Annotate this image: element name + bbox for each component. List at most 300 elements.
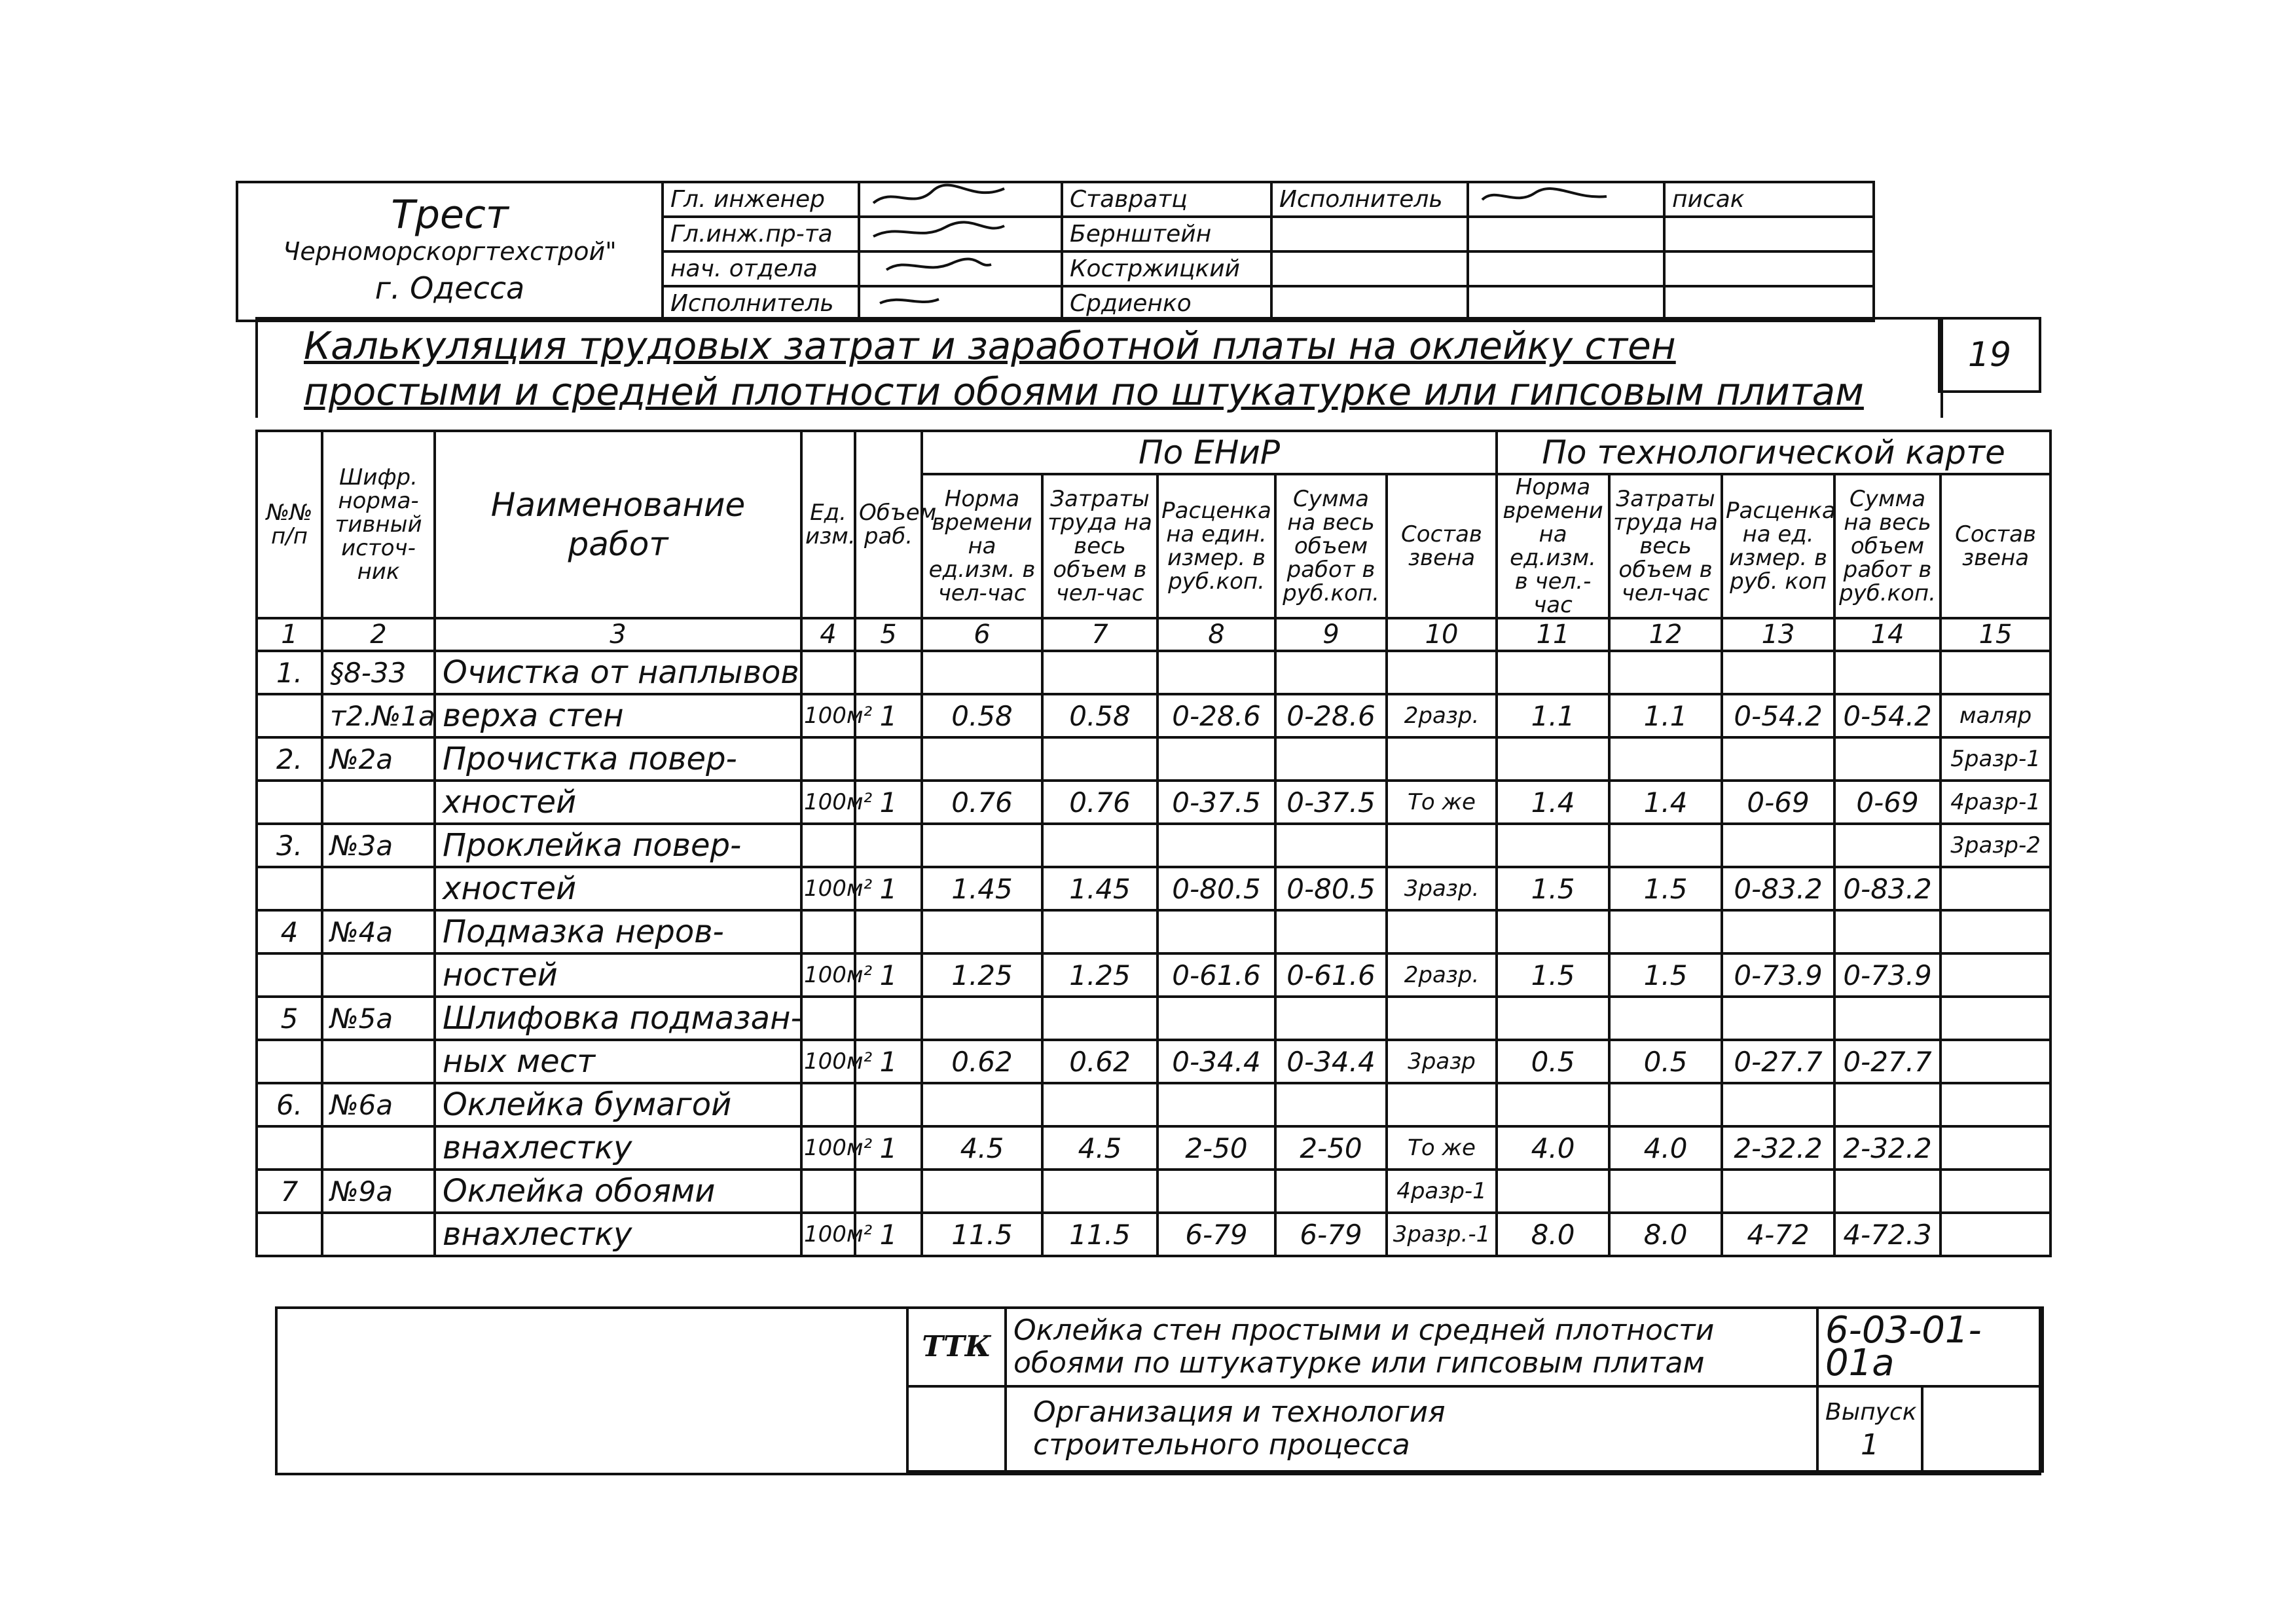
column-number: 8 (1157, 618, 1275, 651)
cell-c12 (1609, 824, 1722, 867)
cell-c11: 1.1 (1497, 694, 1609, 737)
cell-c11 (1497, 651, 1609, 694)
table-row (257, 737, 2050, 781)
cell-c13 (1722, 1083, 1834, 1126)
cell-c10: 4разр-1 (1387, 1170, 1497, 1213)
cell-c12: 1.1 (1609, 694, 1722, 737)
cell-c9: 0-28.6 (1275, 694, 1387, 737)
executor-name: писак (1664, 182, 1874, 217)
cell-c11: 0.5 (1497, 1040, 1609, 1083)
table-row (257, 1170, 2050, 1213)
cell-c9 (1275, 737, 1387, 781)
column-number: 2 (322, 618, 435, 651)
cell-c6: 1.45 (922, 867, 1042, 910)
cell-c10: То же (1387, 781, 1497, 824)
cell-c7: 0.76 (1042, 781, 1157, 824)
cell-c15: 4разр-1 (1941, 781, 2050, 824)
cell-c9: 0-34.4 (1275, 1040, 1387, 1083)
stamp-role: нач. отдела (663, 251, 859, 286)
stamp-role: Гл.инж.пр-та (663, 217, 859, 251)
header-crew: Состав звена (1387, 474, 1497, 618)
footer-title-table (906, 1306, 2044, 1473)
table-row (257, 651, 2050, 694)
title-line-1: Калькуляция трудовых затрат и заработной платы на оклейку стен (304, 323, 1676, 368)
header-group-enir: По ЕНиР (922, 431, 1497, 474)
table-row (257, 953, 2050, 997)
cell-c6 (922, 910, 1042, 953)
cell-c10: То же (1387, 1126, 1497, 1170)
cell-c8: 6-79 (1157, 1213, 1275, 1256)
cell-name: хностей (435, 781, 801, 824)
cell-c10 (1387, 737, 1497, 781)
cell-num (257, 1213, 322, 1256)
column-number: 10 (1387, 618, 1497, 651)
header-norm-time: Норма времени на ед.изм. в чел-час (922, 474, 1042, 618)
cell-vol (855, 824, 922, 867)
cell-c9 (1275, 997, 1387, 1040)
signature-scribble-icon (867, 253, 1011, 279)
cell-name: Оклейка бумагой (435, 1083, 801, 1126)
footer-code: 6-03-01-01а (1817, 1308, 2043, 1386)
column-number: 5 (855, 618, 922, 651)
cell-c14: 0-73.9 (1834, 953, 1941, 997)
issue-cell (1817, 1386, 1922, 1471)
cell-c10: 3разр.-1 (1387, 1213, 1497, 1256)
cell-num: 2. (257, 737, 322, 781)
cell-unit (801, 910, 855, 953)
cell-c6: 0.62 (922, 1040, 1042, 1083)
cell-c9: 0-80.5 (1275, 867, 1387, 910)
footer-title-line-1: Оклейка стен простыми и средней плотности (1013, 1314, 1715, 1347)
cell-c9 (1275, 824, 1387, 867)
header-source: Шифр. норма-тивный источ-ник (322, 431, 435, 618)
cell-c10 (1387, 651, 1497, 694)
signature-scribble-icon (867, 287, 1011, 314)
footer-title-line-2: обоями по штукатурке или гипсовым плитам (1013, 1346, 1705, 1380)
cell-num (257, 1040, 322, 1083)
cell-unit (801, 651, 855, 694)
cell-c9 (1275, 910, 1387, 953)
column-number: 6 (922, 618, 1042, 651)
cell-vol: 1 (855, 867, 922, 910)
cell-c14: 0-54.2 (1834, 694, 1941, 737)
cell-src (322, 1126, 435, 1170)
cell-c15: 5разр-1 (1941, 737, 2050, 781)
footer-subtitle-line-2: строительного процесса (1033, 1428, 1410, 1462)
cell-c13 (1722, 651, 1834, 694)
cell-c12: 4.0 (1609, 1126, 1722, 1170)
table-row (257, 1040, 2050, 1083)
page-number: 19 (1938, 317, 2041, 393)
cell-c15 (1941, 1213, 2050, 1256)
cell-num (257, 694, 322, 737)
cell-c7: 1.45 (1042, 867, 1157, 910)
cell-vol: 1 (855, 1126, 922, 1170)
cell-src (322, 953, 435, 997)
cell-c14 (1834, 824, 1941, 867)
cell-c10 (1387, 824, 1497, 867)
cell-c12: 0.5 (1609, 1040, 1722, 1083)
cell-c7 (1042, 910, 1157, 953)
column-number: 12 (1609, 618, 1722, 651)
cell-c8 (1157, 824, 1275, 867)
cell-c10: 3разр (1387, 1040, 1497, 1083)
table-row (257, 694, 2050, 737)
stamp-role: Исполнитель (663, 286, 859, 321)
cell-c7 (1042, 1083, 1157, 1126)
cell-c7: 1.25 (1042, 953, 1157, 997)
cell-name: верха стен (435, 694, 801, 737)
ttk-logo: ТТК (907, 1308, 1006, 1386)
signature (859, 182, 1062, 217)
cell-num (257, 1126, 322, 1170)
cell-c13 (1722, 997, 1834, 1040)
footer-block (275, 1306, 2041, 1475)
cell-c12 (1609, 1170, 1722, 1213)
header-labor: Затраты труда на весь объем в чел-час (1042, 474, 1157, 618)
cell-c13 (1722, 910, 1834, 953)
cell-c6 (922, 1083, 1042, 1126)
cell-vol: 1 (855, 953, 922, 997)
table-row (257, 1213, 2050, 1256)
cell-c7 (1042, 737, 1157, 781)
header-t-rate: Расценка на ед. измер. в руб. коп (1722, 474, 1834, 618)
cell-c14 (1834, 997, 1941, 1040)
cell-c15 (1941, 1083, 2050, 1126)
stamp-name: Костржицкий (1062, 251, 1271, 286)
cell-c7 (1042, 1170, 1157, 1213)
cell-c8: 0-34.4 (1157, 1040, 1275, 1083)
cell-unit: 100м² (801, 953, 855, 997)
cell-c15 (1941, 1126, 2050, 1170)
column-number: 11 (1497, 618, 1609, 651)
column-number: 3 (435, 618, 801, 651)
cell-c13: 4-72 (1722, 1213, 1834, 1256)
cell-c13: 0-27.7 (1722, 1040, 1834, 1083)
cell-unit (801, 997, 855, 1040)
cell-c8: 0-28.6 (1157, 694, 1275, 737)
cell-name: ных мест (435, 1040, 801, 1083)
cell-src (322, 781, 435, 824)
cell-c6 (922, 737, 1042, 781)
cell-unit (801, 824, 855, 867)
cell-c10 (1387, 997, 1497, 1040)
cell-c11 (1497, 737, 1609, 781)
cell-c15 (1941, 867, 2050, 910)
cell-c6: 0.58 (922, 694, 1042, 737)
cell-name: внахлестку (435, 1213, 801, 1256)
header-t-labor: Затраты труда на весь объем в чел-час (1609, 474, 1722, 618)
column-number: 7 (1042, 618, 1157, 651)
cell-name: Проклейка повер- (435, 824, 801, 867)
table-body (257, 651, 2050, 1256)
footer-subtitle-line-1: Организация и технология (1033, 1395, 1446, 1429)
cell-c9: 2-50 (1275, 1126, 1387, 1170)
issue-label: Выпуск (1825, 1399, 1917, 1426)
header-t-sum: Сумма на весь объем работ в руб.коп. (1834, 474, 1941, 618)
cell-c12 (1609, 737, 1722, 781)
cell-c12 (1609, 1083, 1722, 1126)
cell-vol (855, 651, 922, 694)
cell-num: 4 (257, 910, 322, 953)
executor-signature (1468, 182, 1664, 217)
cell-c8: 0-61.6 (1157, 953, 1275, 997)
header-volume: Объем раб. (855, 431, 922, 618)
header-work-name: Наименование работ (435, 431, 801, 618)
cell-vol (855, 737, 922, 781)
cell-c11 (1497, 1170, 1609, 1213)
cell-c6: 4.5 (922, 1126, 1042, 1170)
cell-c7 (1042, 997, 1157, 1040)
org-line-3: г. Одесса (374, 270, 525, 306)
cell-c14 (1834, 651, 1941, 694)
cell-c8: 0-37.5 (1157, 781, 1275, 824)
cell-c8 (1157, 651, 1275, 694)
signature (859, 251, 1062, 286)
cell-name: Оклейка обоями (435, 1170, 801, 1213)
stamp-role: Гл. инженер (663, 182, 859, 217)
cell-c14: 2-32.2 (1834, 1126, 1941, 1170)
cell-num: 5 (257, 997, 322, 1040)
cell-c11: 1.5 (1497, 867, 1609, 910)
signature-scribble-icon (867, 183, 1011, 210)
cell-unit (801, 1170, 855, 1213)
cell-src: №2а (322, 737, 435, 781)
cell-c13 (1722, 824, 1834, 867)
cell-c15 (1941, 1170, 2050, 1213)
cell-c15 (1941, 651, 2050, 694)
cell-unit: 100м² (801, 1126, 855, 1170)
cell-c11 (1497, 1083, 1609, 1126)
cell-c10 (1387, 910, 1497, 953)
cell-c11: 4.0 (1497, 1126, 1609, 1170)
cell-c14: 0-69 (1834, 781, 1941, 824)
cell-c11: 1.4 (1497, 781, 1609, 824)
cell-unit: 100м² (801, 1213, 855, 1256)
cell-c9: 0-37.5 (1275, 781, 1387, 824)
column-number: 15 (1941, 618, 2050, 651)
cell-c11: 1.5 (1497, 953, 1609, 997)
cell-c6: 1.25 (922, 953, 1042, 997)
cell-c6 (922, 1170, 1042, 1213)
cell-src: т2.№1а (322, 694, 435, 737)
cell-c12: 1.5 (1609, 953, 1722, 997)
cell-vol: 1 (855, 781, 922, 824)
cell-c7: 4.5 (1042, 1126, 1157, 1170)
cell-c11: 8.0 (1497, 1213, 1609, 1256)
organization-name (237, 182, 663, 321)
cell-src: №4а (322, 910, 435, 953)
cell-c6: 11.5 (922, 1213, 1042, 1256)
cell-c7: 0.58 (1042, 694, 1157, 737)
cell-c13 (1722, 737, 1834, 781)
signature-scribble-icon (1476, 183, 1620, 210)
executor-label: Исполнитель (1271, 182, 1468, 217)
header-num: №№ п/п (257, 431, 322, 618)
column-number: 14 (1834, 618, 1941, 651)
cell-c7 (1042, 651, 1157, 694)
cell-unit: 100м² (801, 694, 855, 737)
cell-name: внахлестку (435, 1126, 801, 1170)
cell-c14 (1834, 1170, 1941, 1213)
cell-src: №6а (322, 1083, 435, 1126)
stamp-name: Бернштейн (1062, 217, 1271, 251)
cell-c8 (1157, 1083, 1275, 1126)
cell-c15 (1941, 910, 2050, 953)
org-line-1: Трест (391, 192, 509, 238)
cell-c11 (1497, 997, 1609, 1040)
cell-c7: 0.62 (1042, 1040, 1157, 1083)
cell-num (257, 953, 322, 997)
stamp-name: Ставратц (1062, 182, 1271, 217)
cell-vol: 1 (855, 1213, 922, 1256)
cell-c15 (1941, 1040, 2050, 1083)
cell-c11 (1497, 910, 1609, 953)
cell-c7 (1042, 824, 1157, 867)
cell-c8 (1157, 910, 1275, 953)
cell-c13: 0-73.9 (1722, 953, 1834, 997)
header-group-tech: По технологической карте (1497, 431, 2050, 474)
cell-c12: 8.0 (1609, 1213, 1722, 1256)
cell-c7: 11.5 (1042, 1213, 1157, 1256)
issue-number: 1 (1861, 1428, 1879, 1462)
cell-vol (855, 1083, 922, 1126)
cell-c15: маляр (1941, 694, 2050, 737)
cell-c13 (1722, 1170, 1834, 1213)
cell-src: №5а (322, 997, 435, 1040)
cell-c10: 2разр. (1387, 694, 1497, 737)
org-line-2: Черноморскоргтехстрой" (283, 237, 617, 266)
cell-c15: 3разр-2 (1941, 824, 2050, 867)
column-number: 9 (1275, 618, 1387, 651)
cell-c10 (1387, 1083, 1497, 1126)
cell-c8: 2-50 (1157, 1126, 1275, 1170)
cell-name: Подмазка неров- (435, 910, 801, 953)
cell-c9 (1275, 651, 1387, 694)
cell-c9 (1275, 1083, 1387, 1126)
cell-c10: 2разр. (1387, 953, 1497, 997)
cell-vol (855, 910, 922, 953)
cell-vol (855, 1170, 922, 1213)
cell-unit: 100м² (801, 867, 855, 910)
cell-c9 (1275, 1170, 1387, 1213)
cell-c14 (1834, 737, 1941, 781)
table-row (257, 997, 2050, 1040)
header-t-crew: Состав звена (1941, 474, 2050, 618)
cell-c9: 6-79 (1275, 1213, 1387, 1256)
signature-scribble-icon (867, 218, 1011, 244)
cell-c8 (1157, 997, 1275, 1040)
cell-c12 (1609, 997, 1722, 1040)
cell-unit: 100м² (801, 781, 855, 824)
cell-num: 1. (257, 651, 322, 694)
header-t-norm-time: Норма времени на ед.изм. в чел.-час (1497, 474, 1609, 618)
cell-c14 (1834, 1083, 1941, 1126)
cell-name: хностей (435, 867, 801, 910)
cell-c13: 0-69 (1722, 781, 1834, 824)
column-number-row (257, 618, 2050, 651)
cell-name: ностей (435, 953, 801, 997)
cell-src: №9а (322, 1170, 435, 1213)
cell-c14 (1834, 910, 1941, 953)
cell-c6 (922, 651, 1042, 694)
cell-src (322, 867, 435, 910)
cell-c9: 0-61.6 (1275, 953, 1387, 997)
cell-c14: 4-72.3 (1834, 1213, 1941, 1256)
cell-c8 (1157, 737, 1275, 781)
cell-num: 7 (257, 1170, 322, 1213)
cell-vol: 1 (855, 1040, 922, 1083)
cell-c14: 0-27.7 (1834, 1040, 1941, 1083)
table-row (257, 824, 2050, 867)
cell-c14: 0-83.2 (1834, 867, 1941, 910)
cell-c6 (922, 997, 1042, 1040)
cell-unit: 100м² (801, 1040, 855, 1083)
table-row (257, 781, 2050, 824)
cell-num (257, 867, 322, 910)
cell-c12: 1.5 (1609, 867, 1722, 910)
footer-title (1006, 1308, 1817, 1386)
cell-c8 (1157, 1170, 1275, 1213)
cell-src (322, 1213, 435, 1256)
header-rate: Расценка на един. измер. в руб.коп. (1157, 474, 1275, 618)
table-row (257, 867, 2050, 910)
cell-c13: 2-32.2 (1722, 1126, 1834, 1170)
title-line-2: простыми и средней плотности обоями по штукатурке или гипсовым плитам (304, 369, 1864, 414)
signature (859, 286, 1062, 321)
cell-num: 6. (257, 1083, 322, 1126)
cell-c10: 3разр. (1387, 867, 1497, 910)
cell-c15 (1941, 997, 2050, 1040)
cell-c11 (1497, 824, 1609, 867)
cell-c12 (1609, 651, 1722, 694)
approval-stamp (236, 181, 1875, 322)
cell-unit (801, 1083, 855, 1126)
cell-c15 (1941, 953, 2050, 997)
cell-c6 (922, 824, 1042, 867)
document-title (255, 317, 1943, 418)
cell-vol (855, 997, 922, 1040)
column-number: 1 (257, 618, 322, 651)
table-row (257, 910, 2050, 953)
footer-subtitle (1006, 1386, 1817, 1471)
cell-src: §8-33 (322, 651, 435, 694)
cell-num: 3. (257, 824, 322, 867)
cell-c6: 0.76 (922, 781, 1042, 824)
signature (859, 217, 1062, 251)
cell-c13: 0-54.2 (1722, 694, 1834, 737)
cell-name: Прочистка повер- (435, 737, 801, 781)
column-number: 4 (801, 618, 855, 651)
column-number: 13 (1722, 618, 1834, 651)
cell-src: №3а (322, 824, 435, 867)
calculation-table (255, 430, 2052, 1257)
header-unit: Ед. изм. (801, 431, 855, 618)
cell-name: Очистка от наплывов (435, 651, 801, 694)
table-row (257, 1083, 2050, 1126)
table-row (257, 1126, 2050, 1170)
cell-src (322, 1040, 435, 1083)
cell-c8: 0-80.5 (1157, 867, 1275, 910)
cell-c12: 1.4 (1609, 781, 1722, 824)
cell-name: Шлифовка подмазан- (435, 997, 801, 1040)
stamp-name: Срдиенко (1062, 286, 1271, 321)
cell-num (257, 781, 322, 824)
cell-c12 (1609, 910, 1722, 953)
header-sum: Сумма на весь объем работ в руб.коп. (1275, 474, 1387, 618)
cell-unit (801, 737, 855, 781)
cell-vol: 1 (855, 694, 922, 737)
